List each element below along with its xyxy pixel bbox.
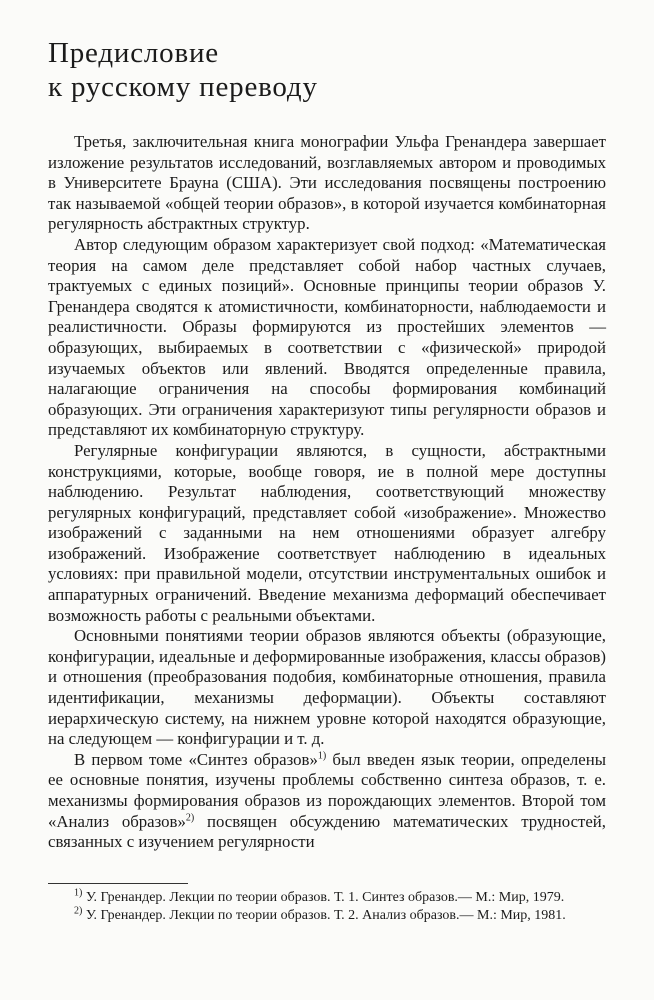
footnote-text-1: У. Гренандер. Лекции по теории образов. Т. 1. Синтез образов.— М.: Мир, 1979. [82,890,565,905]
footnote-text-2: У. Гренандер. Лекции по теории образов. Т. 2. Анализ образов.— М.: Мир, 1981. [82,908,566,923]
footnote-marker-2: 2) [74,905,83,917]
footnotes [48,889,606,925]
title-line-1: Предисловие [48,37,219,69]
footnote-ref-2: 2) [185,812,195,823]
paragraph-1: Третья, заключительная книга монографии Ульфа Гренандера завершает изложение результатов исследований, возглавляемых автором и проводимых в Университете Брауна (США). Эти исследования посвящены построению так называемой «общей теории образов», в которой изучается комбинаторная регулярность абстрактных структур. [48,132,606,234]
footnote-marker-1: 1) [74,887,83,899]
main-text [48,132,606,853]
paragraph-2: Автор следующим образом характеризует свой подход: «Математическая теория на самом деле представляет собой набор частных случаев, трактуемых с единых позиций». Основные принципы теории образов У. Гренандера сводятся к атомистичности, комбинаторности, наблюдаемости и реалистичности. Образы формируются из простейших элементов — образующих, выбираемых в соответствии с «физической» природой изучаемых объектов или явлений. Вводятся определенные правила, налагающие ограничения на способы формирования комбинаций образующих. Эти ограничения характеризуют типы регулярности образов и представляют их комбинаторную структуру. [48,234,606,440]
footnote-1 [48,889,606,907]
paragraph-3: Регулярные конфигурации являются, в сущности, абстрактными конструкциями, которые, вообще говоря, ие в полной мере доступны наблюдению. Результат наблюдения, соответствующий множеству регулярных конфигураций, представляет собой «изображение». Множество изображений с заданными на нем отношениями образует алгебру изображений. Изображение соответствует наблюдению в идеальных условиях: при правильной модели, отсутствии инструментальных ошибок и аппаратурных ограничений. Введение механизма деформаций обеспечивает возможность работы с реальными объектами. [48,440,606,625]
paragraph-5-part-1: В первом томе «Синтез образов» [74,749,318,769]
footnote-separator [48,883,188,884]
paragraph-5 [48,750,606,853]
footnote-2 [48,907,606,925]
paragraph-5-part-3: посвящен обсуждению математических трудностей, связанных с изучением регулярности [48,811,606,852]
footnote-ref-1: 1) [317,750,327,762]
paragraph-5-part-2: был введен язык теории, определены ее основные понятия, изучены проблемы собственно синтеза образов, т. е. механизмы формирования образов из порождающих элементов. Второй том «Анализ образов» [48,749,606,831]
title-line-2: к русскому переводу [48,71,318,103]
page-title [48,36,318,104]
paragraph-4: Основными понятиями теории образов являются объекты (образующие, конфигурации, идеальные и деформированные изображения, классы образов) и отношения (преобразования подобия, комбинаторные отношения, правила идентификации, механизмы деформации). Объекты составляют иерархическую систему, на нижнем уровне которой находятся образующие, на следующем — конфигурации и т. д. [48,626,606,749]
